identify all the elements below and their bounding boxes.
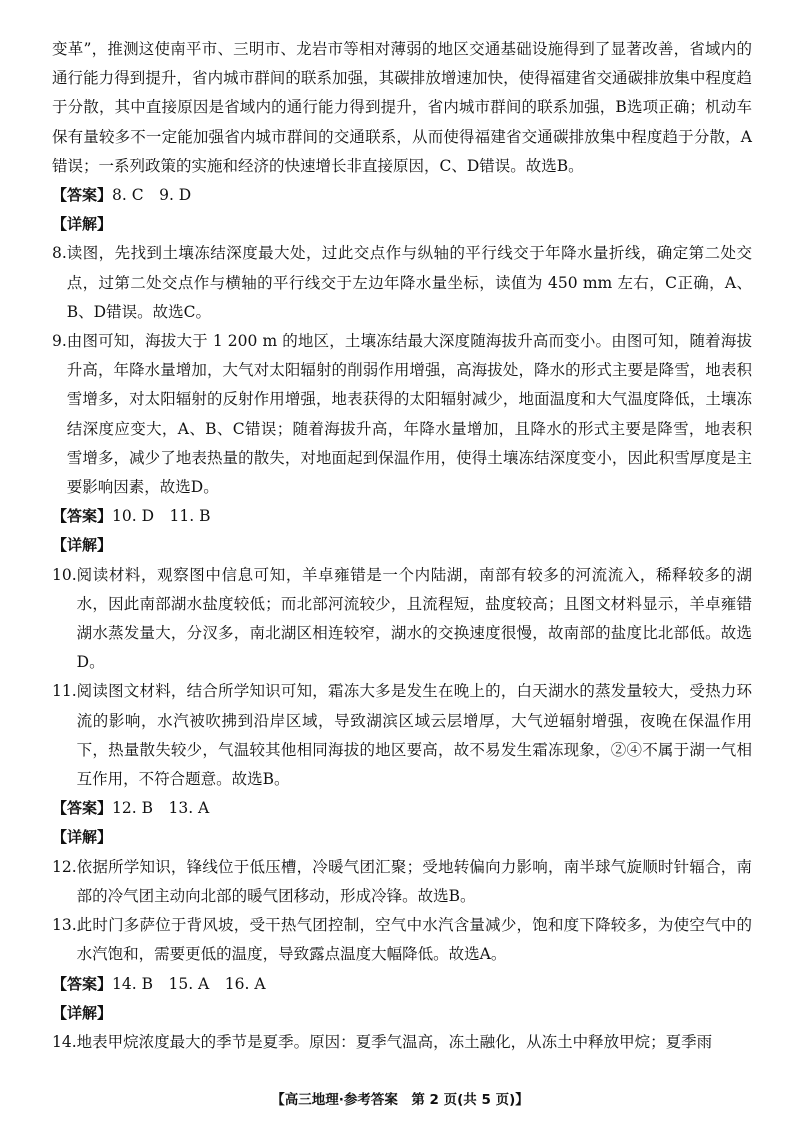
question-number: 11. [52, 682, 77, 701]
question-explanation [52, 911, 752, 969]
answer-line [52, 181, 752, 210]
question-text: 依据所学知识，锋线位于低压槽，冷暖气团汇聚；受地转偏向力影响，南半球气旋顺时针辐合，南部的冷气团主动向北部的暖气团移动，形成冷锋。故选B。 [76, 857, 752, 905]
question-number: 8. [52, 244, 67, 263]
answer-line [52, 970, 752, 999]
question-text: 地表甲烷浓度最大的季节是夏季。原因：夏季气温高，冻土融化，从冻土中释放甲烷；夏季雨 [76, 1032, 713, 1051]
question-number: 12. [52, 857, 77, 876]
question-explanation [52, 239, 752, 327]
detail-tag: 【详解】 [52, 536, 113, 555]
detail-heading [52, 823, 752, 852]
question-number: 14. [52, 1032, 77, 1051]
question-explanation [52, 327, 752, 502]
question-number: 13. [52, 916, 77, 935]
question-explanation [52, 561, 752, 678]
answer-text: 12. B 13. A [112, 799, 210, 818]
question-explanation [52, 677, 752, 794]
question-number: 10. [52, 565, 77, 584]
question-text: 阅读材料，观察图中信息可知，羊卓雍错是一个内陆湖，南部有较多的河流流入，稀释较多的湖水，因此南部湖水盐度较低；而北部河流较少，且流程短，盐度较高；且图文材料显示，羊卓雍错湖水蒸发量大，分汊多，南北湖区相连较窄，湖水的交换速度很慢，故南部的盐度比北部低。故选D。 [76, 565, 752, 672]
detail-heading [52, 999, 752, 1028]
answer-tag: 【答案】 [52, 974, 113, 993]
intro-paragraph: 变革”，推测这使南平市、三明市、龙岩市等相对薄弱的地区交通基础设施得到了显著改善，省域内的通行能力得到提升，省内城市群间的联系加强，其碳排放增速加快，使得福建省交通碳排放集中程度趋于分散，其中直接原因是省域内的通行能力得到提升，省内城市群间的联系加强，B选项正确；机动车保有量较多不一定能加强省内城市群间的交通联系，从而使得福建省交通碳排放集中程度趋于分散，A错误；一系列政策的实施和经济的快速增长非直接原因，C、D错误。故选B。 [52, 40, 752, 175]
answer-tag: 【答案】 [52, 799, 113, 818]
question-explanation [52, 853, 752, 911]
question-explanation [52, 1028, 752, 1057]
page-content [52, 35, 752, 1057]
question-text: 此时门多萨位于背风坡，受干热气团控制，空气中水汽含量减少，饱和度下降较多，为使空气中的水汽饱和，需要更低的温度，导致露点温度大幅降低。故选A。 [76, 916, 752, 964]
detail-heading [52, 531, 752, 560]
detail-tag: 【详解】 [52, 215, 113, 234]
answer-text: 14. B 15. A 16. A [112, 974, 266, 993]
question-text: 阅读图文材料，结合所学知识可知，霜冻大多是发生在晚上的，白天湖水的蒸发量较大，受热力环流的影响，水汽被吹拂到沿岸区域，导致湖滨区域云层增厚，大气逆辐射增强，夜晚在保温作用下，热量散失较少，气温较其他相同海拔的地区要高，故不易发生霜冻现象，②④不属于湖一气相互作用，不符合题意。故选B。 [76, 682, 752, 789]
answer-text: 8. C 9. D [112, 186, 192, 205]
detail-tag: 【详解】 [52, 828, 113, 847]
answer-line [52, 794, 752, 823]
question-text: 读图，先找到土壤冻结深度最大处，过此交点作与纵轴的平行线交于年降水量折线，确定第二处交点，过第二处交点作与横轴的平行线交于左边年降水量坐标，读值为 450 mm 左右，C正确，A、B、D错误。故选C。 [66, 244, 752, 321]
question-text: 由图可知，海拔大于 1 200 m 的地区，土壤冻结最大深度随海拔升高而变小。由图可知，随着海拔升高，年降水量增加，大气对太阳辐射的削弱作用增强，高海拔处，降水的形式主要是降雪，地表积雪增多，对太阳辐射的反射作用增强，地表获得的太阳辐射减少，地面温度和大气温度降低，土壤冻结深度应变大，A、B、C错误；随着海拔升高，年降水量增加，且降水的形式主要是降雪，地表积雪增多，减少了地表热量的散失，对地面起到保温作用，使得土壤冻结深度变小，因此积雪厚度是主要影响因素，故选D。 [66, 332, 752, 497]
detail-heading [52, 210, 752, 239]
answer-line [52, 502, 752, 531]
detail-tag: 【详解】 [52, 1003, 113, 1022]
answer-text: 10. D 11. B [112, 507, 211, 526]
page-footer: 【高三地理·参考答案 第 2 页(共 5 页)】 [271, 1092, 529, 1108]
answer-tag: 【答案】 [52, 186, 113, 205]
answer-tag: 【答案】 [52, 507, 113, 526]
question-number: 9. [52, 332, 67, 351]
